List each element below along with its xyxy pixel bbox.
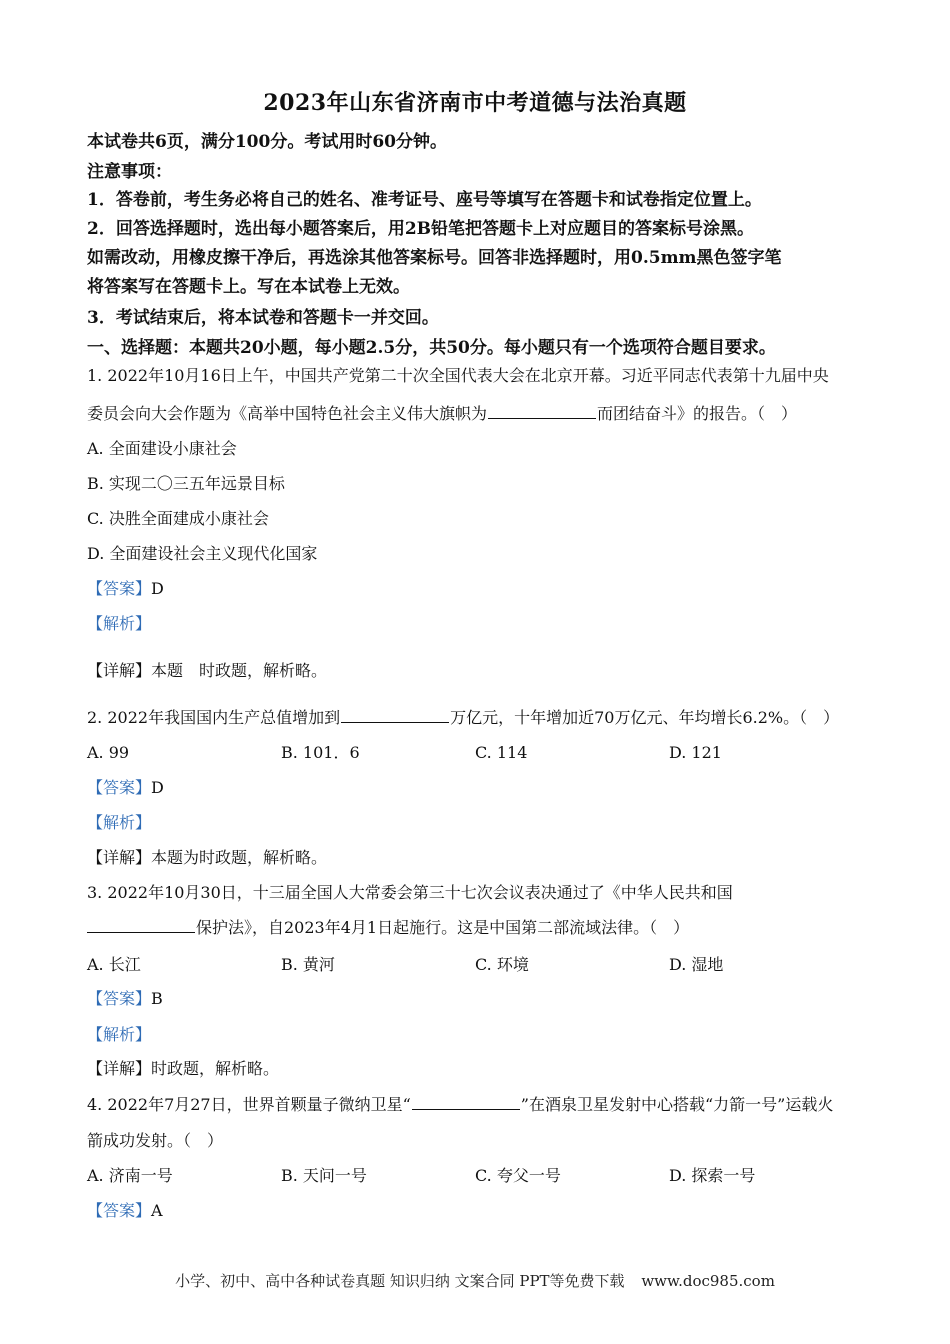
q3-option-b: B. 黄河 — [281, 955, 335, 974]
q2-option-d: D. 121 — [669, 743, 722, 762]
q4-option-a: A. 济南一号 — [87, 1166, 173, 1185]
q2-detail: 【详解】本题为时政题，解析略。 — [87, 848, 328, 867]
q3-stem: 3. 2022年10月30日，十三届全国人大常委会第三十七次会议表决通过了《中华人民共和国 — [87, 883, 733, 902]
q3-option-c: C. 环境 — [475, 955, 529, 974]
q3-detail: 【详解】时政题，解析略。 — [87, 1059, 280, 1078]
q4-answer: 【答案】A — [87, 1201, 163, 1220]
q2-option-b: B. 101．6 — [281, 743, 360, 762]
q1-analysis: 【解析】 — [87, 614, 152, 633]
answer-blank — [488, 404, 596, 419]
q3-option-d: D. 湿地 — [669, 955, 724, 974]
notice-item-2c: 将答案写在答题卡上。写在本试卷上无效。 — [87, 277, 410, 297]
answer-blank — [341, 708, 449, 723]
intro-line: 本试卷共6页，满分100分。考试用时60分钟。 — [87, 132, 447, 152]
q3-analysis: 【解析】 — [87, 1025, 152, 1044]
page-footer — [0, 1270, 950, 1291]
q1-detail: 【详解】本题 时政题，解析略。 — [87, 661, 328, 680]
q1-option-c: C. 决胜全面建成小康社会 — [87, 509, 269, 528]
q4-option-d: D. 探索一号 — [669, 1166, 756, 1185]
q1-stem: 1. 2022年10月16日上午，中国共产党第二十次全国代表大会在北京开幕。习近平同志代表第十九届中央 — [87, 366, 829, 385]
notice-heading: 注意事项： — [87, 162, 172, 182]
notice-item-2b: 如需改动，用橡皮擦干净后，再选涂其他答案标号。回答非选择题时，用0.5mm黑色签字笔 — [87, 248, 782, 268]
q4-stem: 4. 2022年7月27日，世界首颗量子微纳卫星“ ”在酒泉卫星发射中心搭载“力箭一号”运载火 — [87, 1095, 834, 1114]
page-title: 2023年山东省济南市中考道德与法治真题 — [263, 90, 687, 116]
q1-stem-cont: 委员会向大会作题为《高举中国特色社会主义伟大旗帜为 而团结奋斗》的报告。（ ） — [87, 404, 798, 423]
q2-option-c: C. 114 — [475, 743, 528, 762]
q1-option-d: D. 全面建设社会主义现代化国家 — [87, 544, 318, 563]
q4-option-c: C. 夸父一号 — [475, 1166, 561, 1185]
section-heading: 一、选择题：本题共20小题，每小题2.5分，共50分。每小题只有一个选项符合题目要求。 — [87, 338, 776, 358]
q2-answer: 【答案】D — [87, 778, 164, 797]
notice-item-3: 3．考试结束后，将本试卷和答题卡一并交回。 — [87, 308, 439, 328]
footer-text: 小学、初中、高中各种试卷真题 知识归纳 文案合同 PPT等免费下载 — [175, 1272, 625, 1290]
q1-answer: 【答案】D — [87, 579, 164, 598]
q3-answer: 【答案】B — [87, 989, 163, 1008]
q1-option-a: A. 全面建设小康社会 — [87, 439, 237, 458]
notice-item-1: 1．答卷前，考生务必将自己的姓名、准考证号、座号等填写在答题卡和试卷指定位置上。 — [87, 190, 762, 210]
q4-stem-cont: 箭成功发射。（ ） — [87, 1131, 224, 1150]
q4-option-b: B. 天问一号 — [281, 1166, 367, 1185]
q1-option-b: B. 实现二〇三五年远景目标 — [87, 474, 285, 493]
q3-option-a: A. 长江 — [87, 955, 141, 974]
answer-blank — [412, 1095, 520, 1110]
footer-url[interactable]: www.doc985.com — [641, 1272, 775, 1290]
q2-analysis: 【解析】 — [87, 813, 152, 832]
q2-option-a: A. 99 — [87, 743, 130, 762]
q3-stem-cont: 保护法》，自2023年4月1日起施行。这是中国第二部流域法律。（ ） — [87, 918, 689, 938]
answer-blank — [87, 918, 195, 933]
notice-item-2a: 2．回答选择题时，选出每小题答案后，用2B铅笔把答题卡上对应题目的答案标号涂黑。 — [87, 219, 755, 239]
q2-stem: 2. 2022年我国国内生产总值增加到 万亿元，十年增加近70万亿元、年均增长6.2%。（ ） — [87, 708, 840, 727]
